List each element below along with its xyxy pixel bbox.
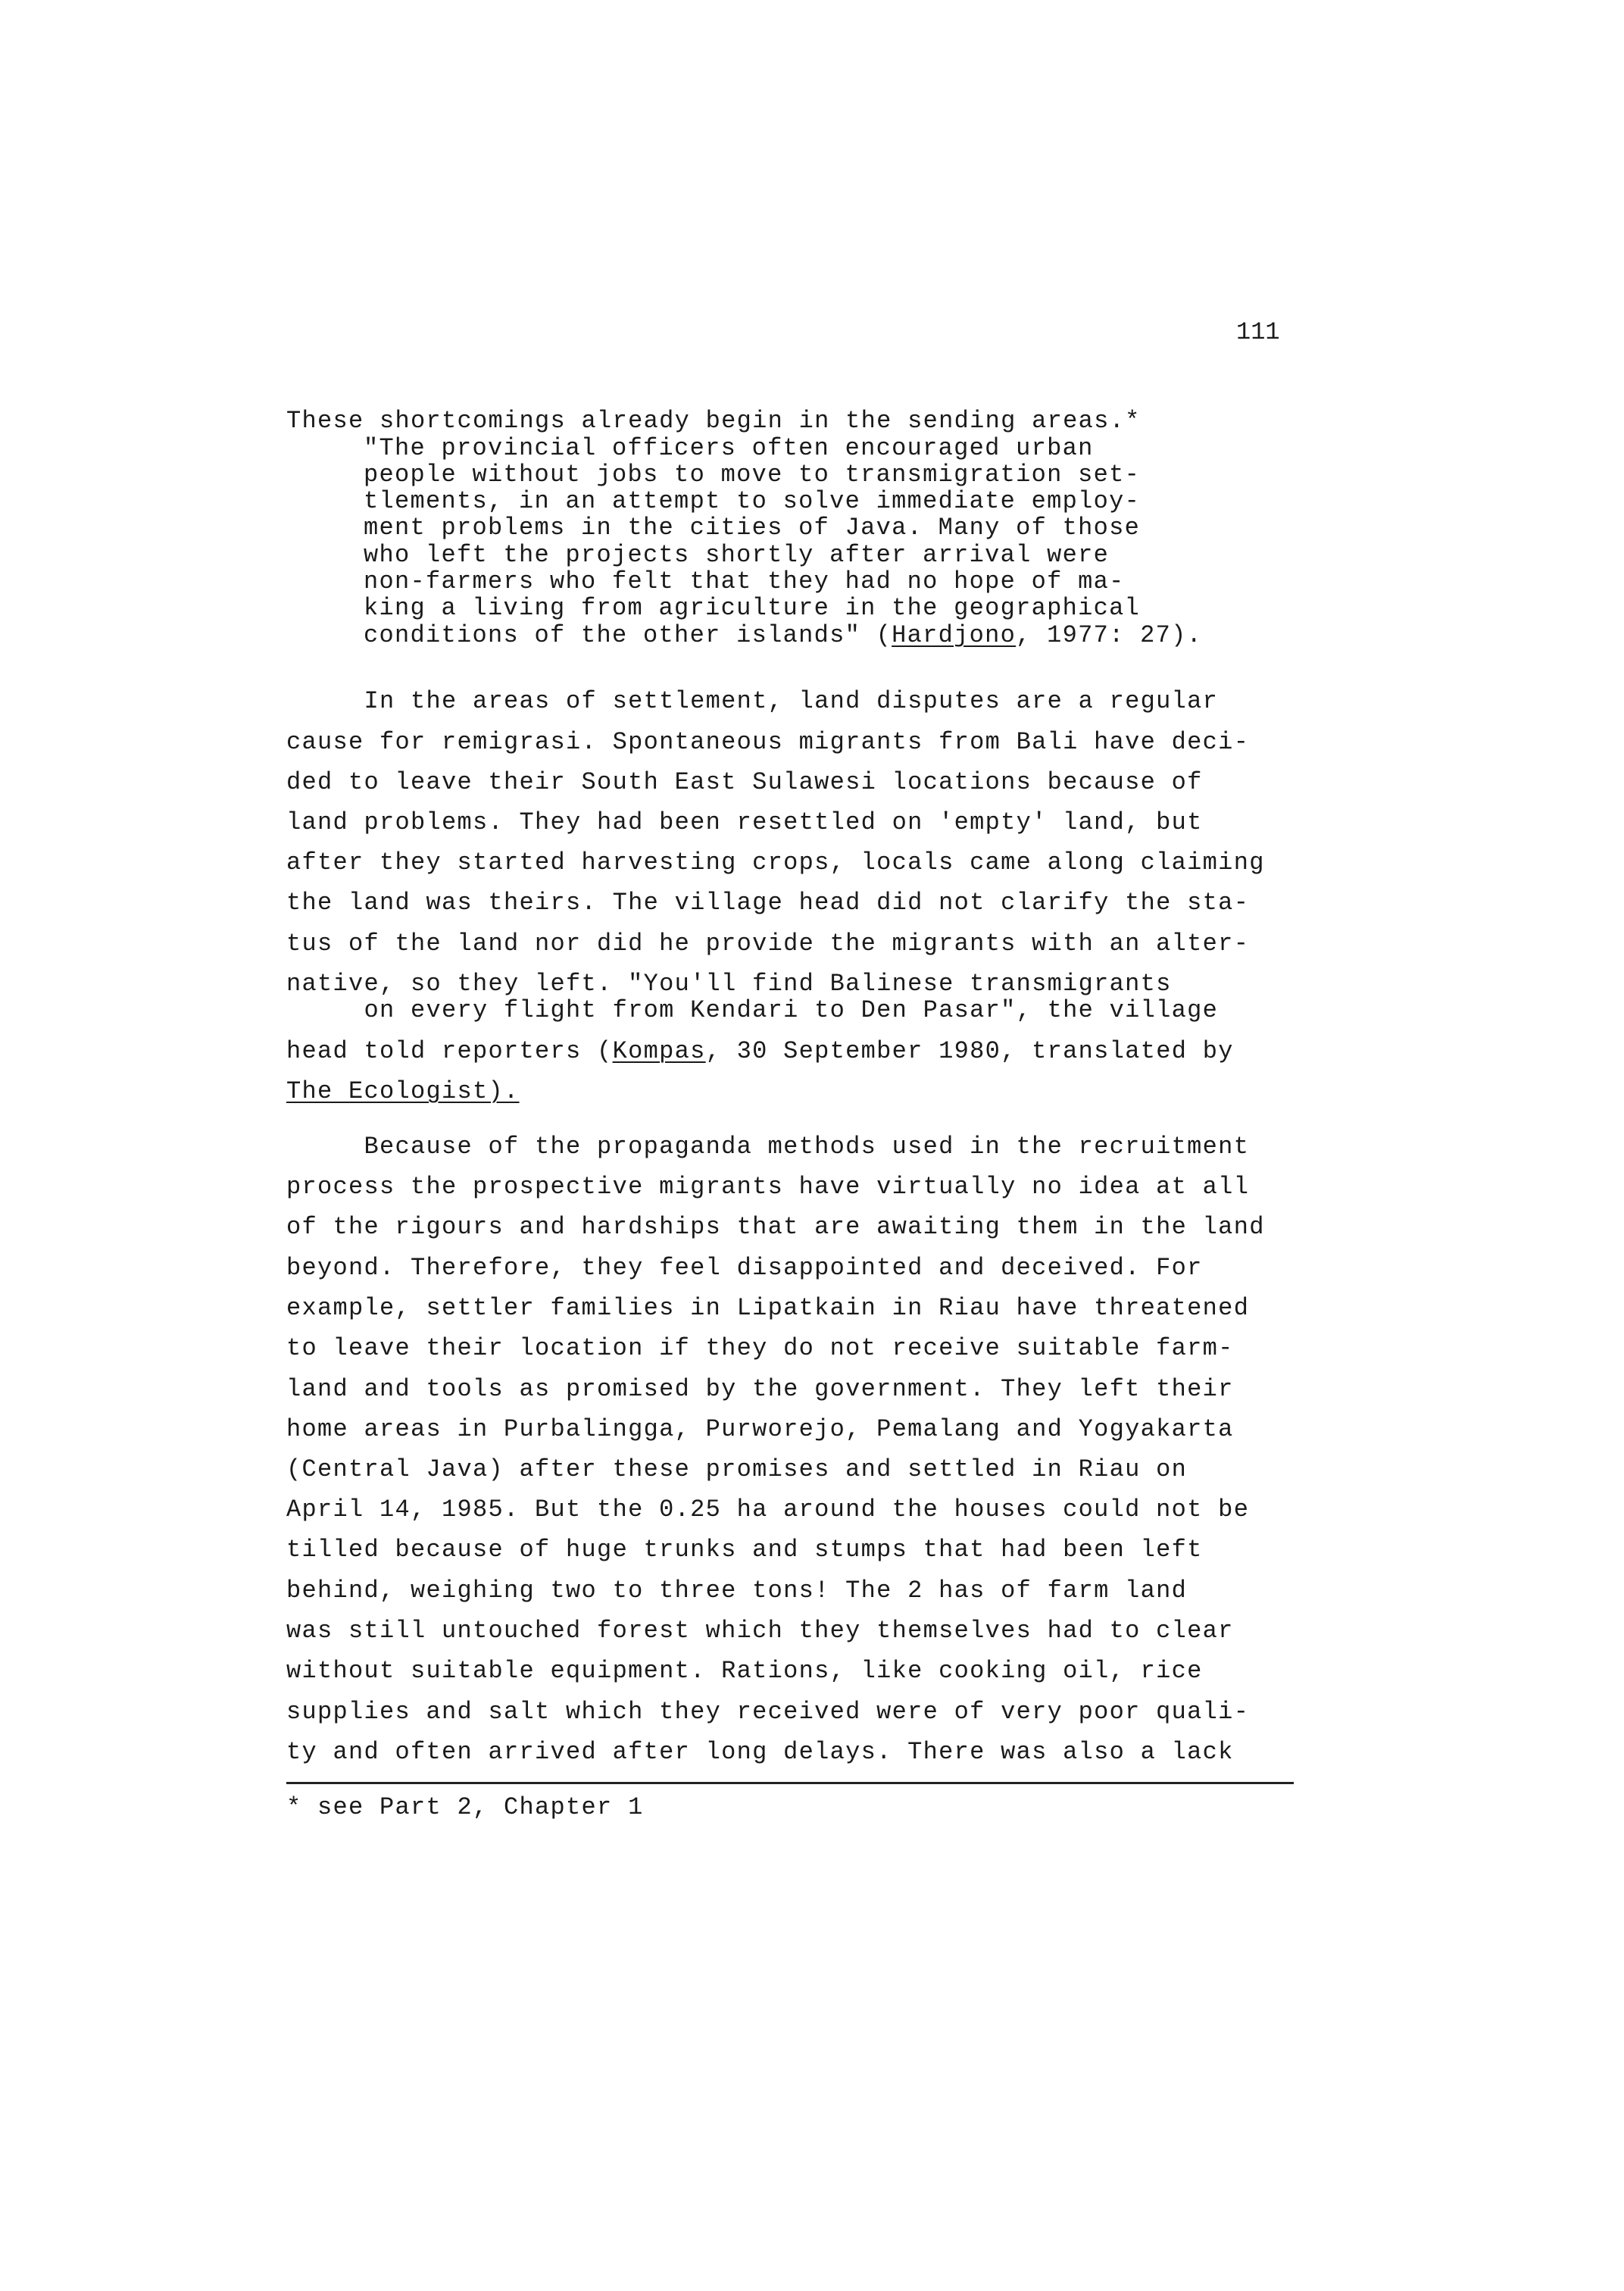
paragraph-line: ded to leave their South East Sulawesi locations because of [286,768,1203,796]
paragraph-line: to leave their location if they do not receive suitable farm- [286,1334,1234,1362]
quote-line: "The provincial officers often encouraged urban [364,434,1094,462]
paragraph-text: head told reporters ( [286,1037,613,1065]
paragraph-line: land problems. They had been resettled on 'empty' land, but [286,808,1203,836]
paragraph-text: , 30 September 1980, translated by [705,1037,1234,1065]
paragraph-line: supplies and salt which they received were of very poor quali- [286,1698,1250,1726]
quote-line: king a living from agriculture in the geographical [364,594,1141,622]
paragraph-line: behind, weighing two to three tons! The 2 has of farm land [286,1577,1188,1605]
paragraph-line: tus of the land nor did he provide the migrants with an alter- [286,930,1250,958]
paragraph-line: cause for remigrasi. Spontaneous migrants from Bali have deci- [286,728,1250,756]
paragraph-line: (Central Java) after these promises and settled in Riau on [286,1455,1188,1483]
paragraph-line: on every flight from Kendari to Den Pasar", the village [286,996,1219,1024]
paragraph-line-source [286,1078,520,1105]
paragraph-line: native, so they left. "You'll find Balinese transmigrants [286,970,1172,998]
paragraph-line: without suitable equipment. Rations, like cooking oil, rice [286,1657,1203,1685]
paragraph-line: tilled because of huge trunks and stumps that had been left [286,1536,1203,1564]
paragraph-line: was still untouched forest which they themselves had to clear [286,1617,1234,1645]
footnote: * see Part 2, Chapter 1 [286,1793,644,1821]
quote-line: tlements, in an attempt to solve immediate employ- [364,487,1141,515]
footnote-divider [286,1782,1294,1784]
paragraph-line: land and tools as promised by the government. They left their [286,1375,1234,1403]
paragraph-line: after they started harvesting crops, locals came along claiming [286,849,1265,877]
quote-line: ment problems in the cities of Java. Many of those [364,514,1141,542]
paragraph-line: April 14, 1985. But the 0.25 ha around the houses could not be [286,1496,1250,1524]
paragraph-line: example, settler families in Lipatkain in Riau have threatened [286,1294,1250,1322]
quote-text: conditions of the other islands" ( [364,621,892,649]
paragraph-line: home areas in Purbalingga, Purworejo, Pemalang and Yogyakarta [286,1415,1234,1443]
paragraph-line: the land was theirs. The village head did not clarify the sta- [286,889,1250,917]
paragraph-line: Because of the propaganda methods used in the recruitment [286,1133,1250,1161]
paragraph-line-source [286,1038,1234,1065]
quote-line-citation [364,622,1202,649]
source-ecologist: The Ecologist). [286,1077,520,1105]
paragraph-line: In the areas of settlement, land disputes are a regular [286,687,1219,715]
paragraph-line: beyond. Therefore, they feel disappointed and deceived. For [286,1254,1203,1282]
quote-line: people without jobs to move to transmigration set- [364,461,1141,489]
paragraph-line: of the rigours and hardships that are awaiting them in the land [286,1213,1265,1241]
quote-line: who left the projects shortly after arrival were [364,541,1110,569]
citation-author: Hardjono [892,621,1017,649]
source-kompas: Kompas [612,1037,706,1065]
quote-line: non-farmers who felt that they had no hope of ma- [364,567,1125,595]
page-number: 111 [1236,318,1280,346]
intro-line: These shortcomings already begin in the sending areas.* [286,407,1141,435]
paragraph-line: process the prospective migrants have virtually no idea at all [286,1173,1250,1201]
paragraph-line: ty and often arrived after long delays. There was also a lack [286,1738,1234,1766]
citation-year: , 1977: 27). [1016,621,1203,649]
